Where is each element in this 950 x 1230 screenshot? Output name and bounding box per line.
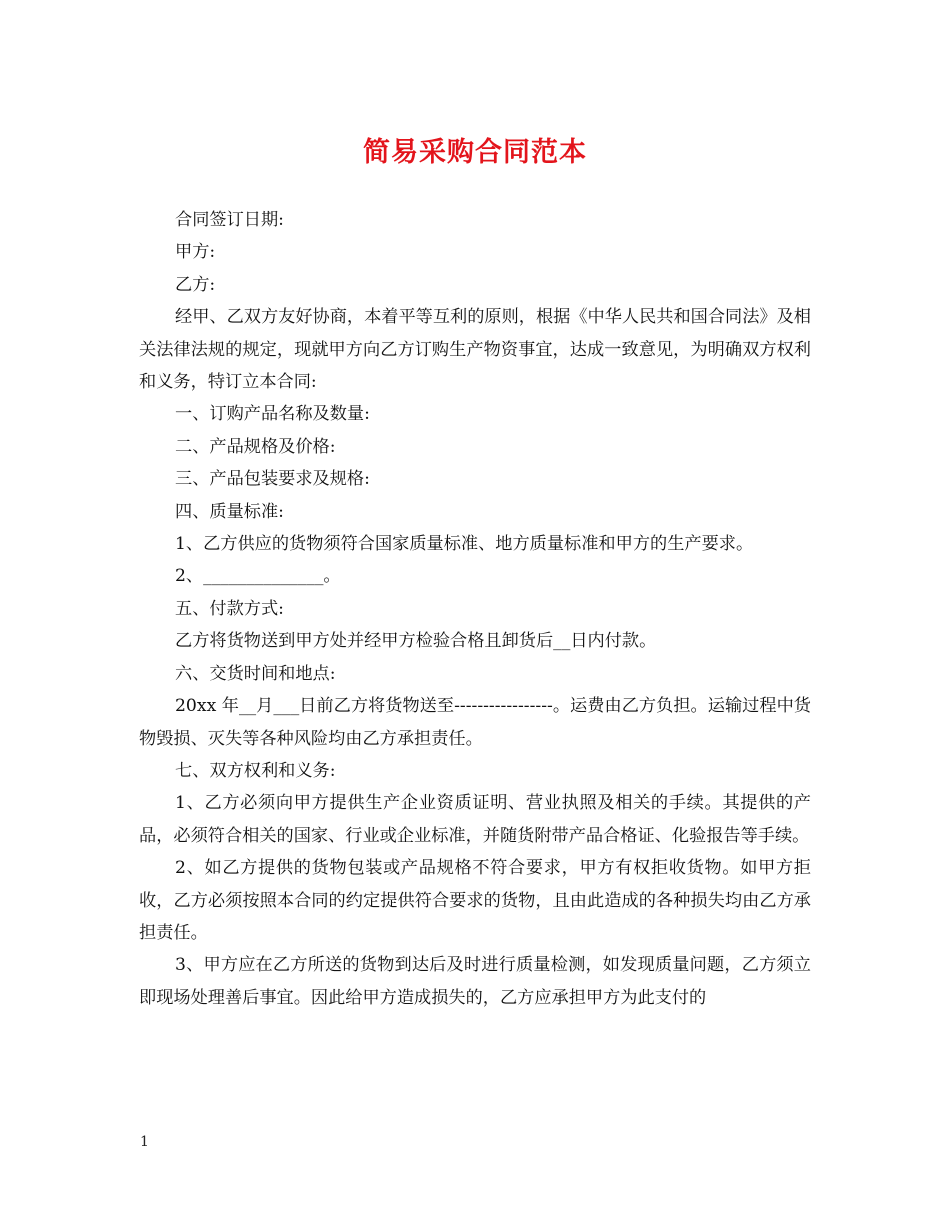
paragraph-rights-3: 3、甲方应在乙方所送的货物到达后及时进行质量检测，如发现质量问题，乙方须立即现场处理善后事宜。因此给甲方造成损失的，乙方应承担甲方为此支付的 xyxy=(139,955,811,1008)
paragraph-sign-date: 合同签订日期: xyxy=(175,210,284,230)
document-body xyxy=(139,204,811,1014)
paragraph-quality-2: 2、______________。 xyxy=(175,566,341,587)
paragraph-rights-1: 1、乙方必须向甲方提供生产企业资质证明、营业执照及相关的手续。其提供的产品，必须符合相关的国家、行业或企业标准，并随货附带产品合格证、化验报告等手续。 xyxy=(139,793,811,846)
paragraph-delivery: 20xx 年__月___日前乙方将货物送至-----------------。运费由乙方负担。运输过程中货物毁损、灭失等各种风险均由乙方承担责任。 xyxy=(139,696,811,749)
paragraph-preamble: 经甲、乙双方友好协商，本着平等互利的原则，根据《中华人民共和国合同法》及相关法律法规的规定，现就甲方向乙方订购生产物资事宜，达成一致意见，为明确双方权利和义务，特订立本合同: xyxy=(139,307,811,393)
page-number: 1 xyxy=(140,1134,149,1150)
paragraph-quality-1: 1、乙方供应的货物须符合国家质量标准、地方质量标准和甲方的生产要求。 xyxy=(175,534,754,555)
section-heading-products: 一、订购产品名称及数量: xyxy=(175,404,370,425)
paragraph-party-a: 甲方: xyxy=(175,242,216,263)
section-heading-rights: 七、双方权利和义务: xyxy=(175,760,336,781)
paragraph-rights-2: 2、如乙方提供的货物包装或产品规格不符合要求，甲方有权拒收货物。如甲方拒收，乙方必须按照本合同的约定提供符合要求的货物，且由此造成的各种损失均由乙方承担责任。 xyxy=(139,858,811,943)
document-title: 简易采购合同范本 xyxy=(363,137,587,168)
section-heading-delivery: 六、交货时间和地点: xyxy=(175,663,336,684)
section-heading-specs: 二、产品规格及价格: xyxy=(175,436,336,457)
section-heading-packaging: 三、产品包装要求及规格: xyxy=(175,469,370,490)
paragraph-payment: 乙方将货物送到甲方处并经甲方检验合格且卸货后__日内付款。 xyxy=(175,631,657,652)
section-heading-quality: 四、质量标准: xyxy=(175,501,284,522)
section-heading-payment: 五、付款方式: xyxy=(175,598,284,619)
paragraph-party-b: 乙方: xyxy=(175,274,216,295)
